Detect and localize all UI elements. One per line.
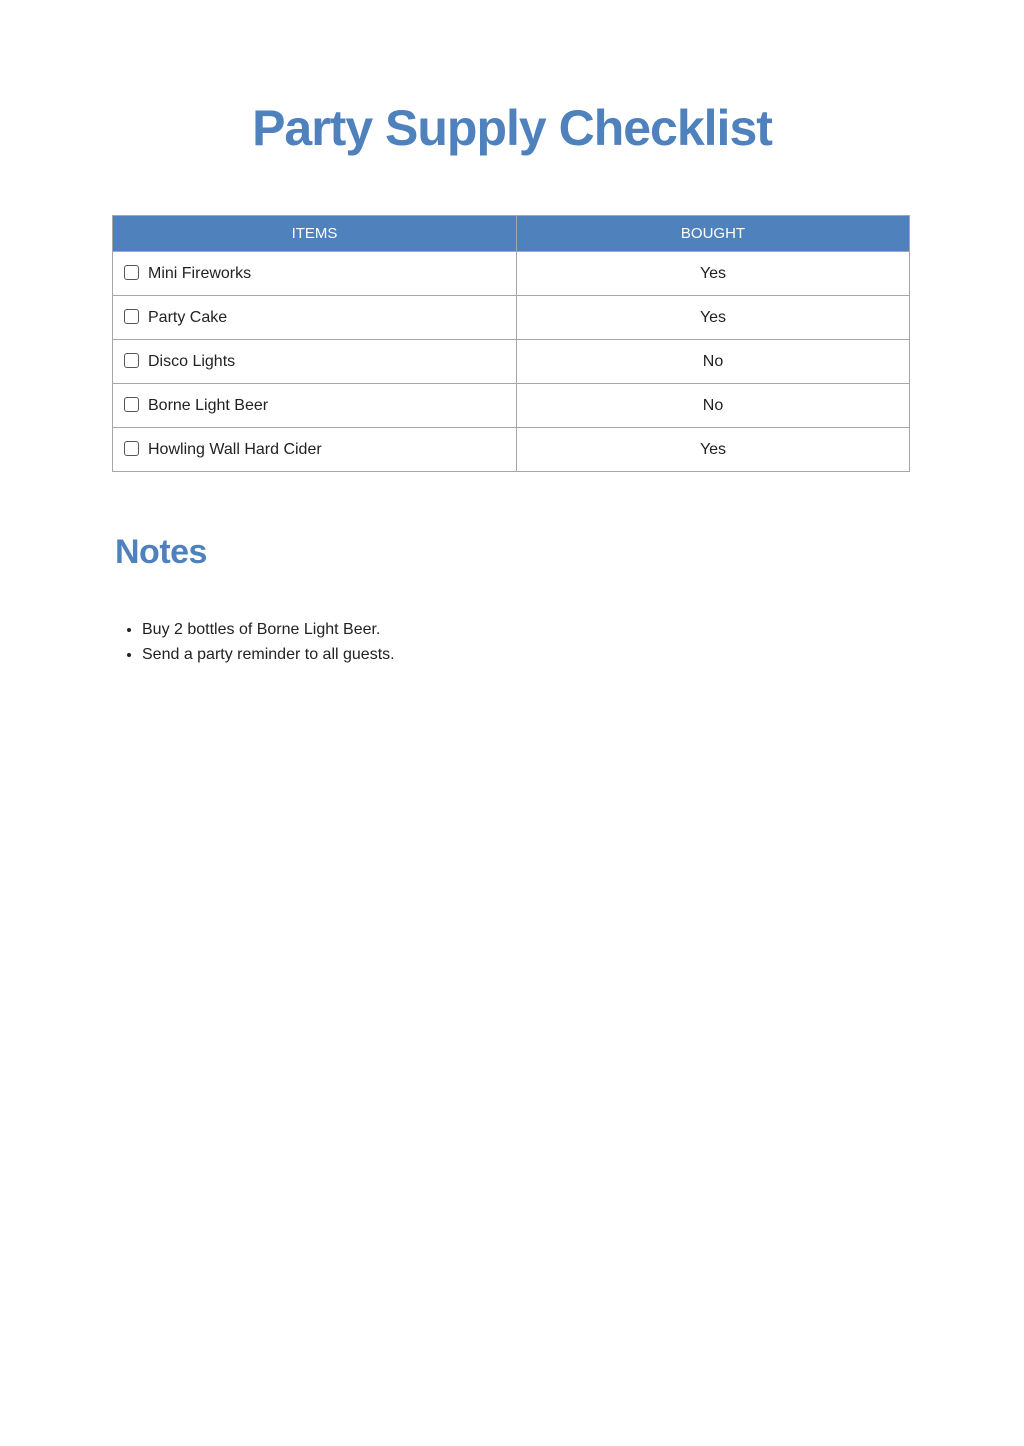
checkbox[interactable] bbox=[124, 265, 139, 280]
notes-heading: Notes bbox=[115, 533, 207, 571]
column-header-bought: BOUGHT bbox=[517, 216, 910, 252]
table-row bbox=[113, 428, 910, 472]
item-cell bbox=[113, 296, 517, 340]
item-label: Party Cake bbox=[148, 308, 228, 326]
bought-cell: Yes bbox=[517, 252, 910, 296]
item-label: Howling Wall Hard Cider bbox=[148, 440, 322, 458]
item-cell bbox=[113, 384, 517, 428]
table-row bbox=[113, 296, 910, 340]
table-row bbox=[113, 384, 910, 428]
column-header-items: ITEMS bbox=[113, 216, 517, 252]
page-title: Party Supply Checklist bbox=[252, 100, 772, 156]
checkbox[interactable] bbox=[124, 309, 139, 324]
checkbox[interactable] bbox=[124, 397, 139, 412]
item-label: Mini Fireworks bbox=[148, 264, 252, 282]
note-item: • Buy 2 bottles of Borne Light Beer. bbox=[142, 617, 395, 642]
bought-cell: Yes bbox=[517, 428, 910, 472]
bought-cell: No bbox=[517, 384, 910, 428]
item-cell bbox=[113, 428, 517, 472]
bought-cell: No bbox=[517, 340, 910, 384]
notes-list bbox=[118, 617, 395, 667]
item-cell bbox=[113, 252, 517, 296]
note-item: • Send a party reminder to all guests. bbox=[142, 642, 395, 667]
checklist-table bbox=[112, 215, 910, 472]
table-row bbox=[113, 340, 910, 384]
bought-cell: Yes bbox=[517, 296, 910, 340]
item-label: Disco Lights bbox=[148, 352, 236, 370]
checkbox[interactable] bbox=[124, 353, 139, 368]
checkbox[interactable] bbox=[124, 441, 139, 456]
item-cell bbox=[113, 340, 517, 384]
table-row bbox=[113, 252, 910, 296]
item-label: Borne Light Beer bbox=[148, 396, 269, 414]
table-header-row bbox=[113, 216, 910, 252]
